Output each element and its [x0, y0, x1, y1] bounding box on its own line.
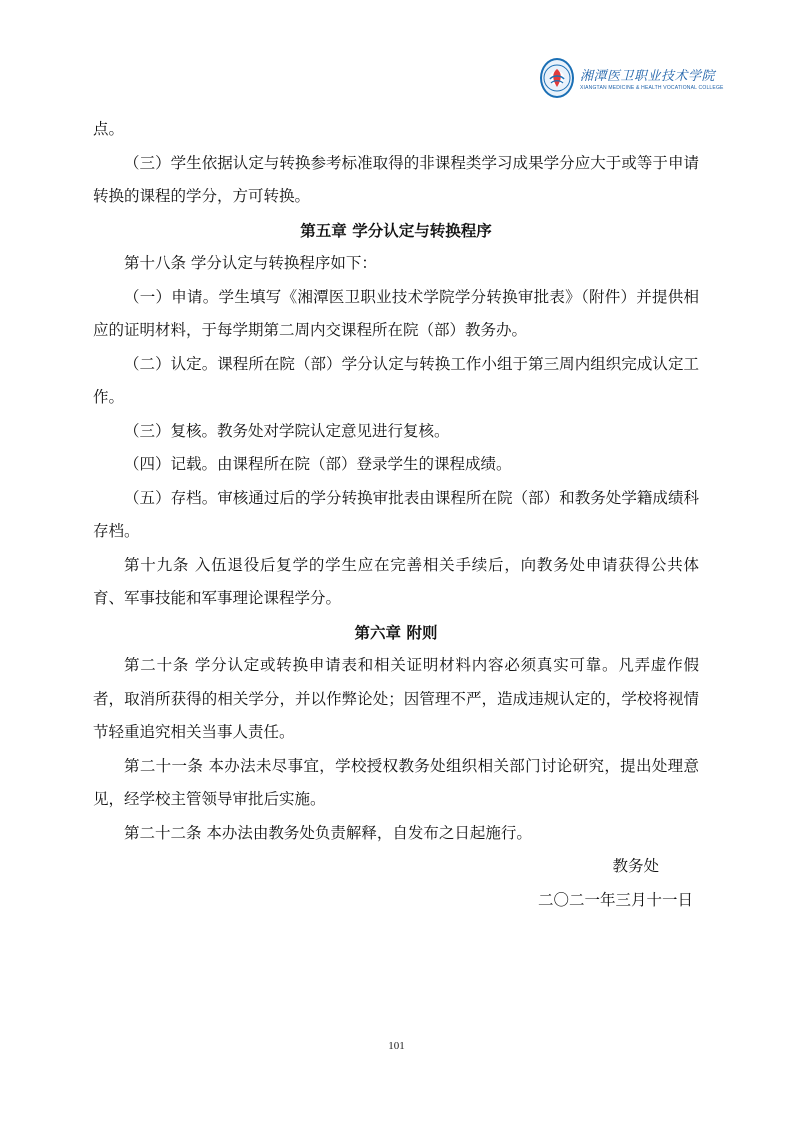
school-name-cn: 湘潭医卫职业技术学院 — [580, 69, 716, 84]
article-19: 第十九条 入伍退役后复学的学生应在完善相关手续后，向教务处申请获得公共体育、军事技能和军事理论课程学分。 — [93, 555, 699, 607]
article-18-intro: 第十八条 学分认定与转换程序如下： — [124, 254, 377, 272]
school-name-en: XIANGTAN MEDICINE & HEALTH VOCATIONAL COLLEGE — [580, 85, 724, 91]
chapter-5-title: 第五章 学分认定与转换程序 — [300, 220, 492, 240]
page-number: 101 — [388, 1040, 405, 1052]
document-body — [93, 113, 699, 917]
article-20: 第二十条 学分认定或转换申请表和相关证明材料内容必须真实可靠。凡弄虚作假者，取消所获得的相关学分，并以作弊论处；因管理不严，造成违规认定的，学校将视情节轻重追究相关当事人责任。 — [93, 656, 699, 741]
article-18-step-1: （一）申请。学生填写《湘潭医卫职业技术学院学分转换审批表》（附件）并提供相应的证明材料，于每学期第二周内交课程所在院（部）教务办。 — [93, 287, 699, 339]
article-18-step-3: （三）复核。教务处对学院认定意见进行复核。 — [124, 421, 450, 440]
chapter-6-title: 第六章 附则 — [354, 622, 438, 642]
article-22: 第二十二条 本办法由教务处负责解释，自发布之日起施行。 — [124, 823, 532, 842]
paragraph-item-3: （三）学生依据认定与转换参考标准取得的非课程类学习成果学分应大于或等于申请转换的课程的学分，方可转换。 — [93, 153, 699, 205]
article-21: 第二十一条 本办法未尽事宜，学校授权教务处组织相关部门讨论研究，提出处理意见，经学校主管领导审批后实施。 — [93, 756, 699, 808]
article-18-step-2: （二）认定。课程所在院（部）学分认定与转换工作小组于第三周内组织完成认定工作。 — [93, 354, 699, 406]
college-seal-icon — [540, 58, 574, 98]
paragraph-continuation: 点。 — [93, 120, 125, 138]
signature-department: 教务处 — [612, 857, 659, 875]
signature-date: 二〇二一年三月十一日 — [537, 890, 693, 909]
college-logo — [540, 56, 724, 100]
article-18-step-4: （四）记载。由课程所在院（部）登录学生的课程成绩。 — [124, 455, 512, 473]
article-18-step-5: （五）存档。审核通过后的学分转换审批表由课程所在院（部）和教务处学籍成绩科存档。 — [93, 488, 699, 540]
